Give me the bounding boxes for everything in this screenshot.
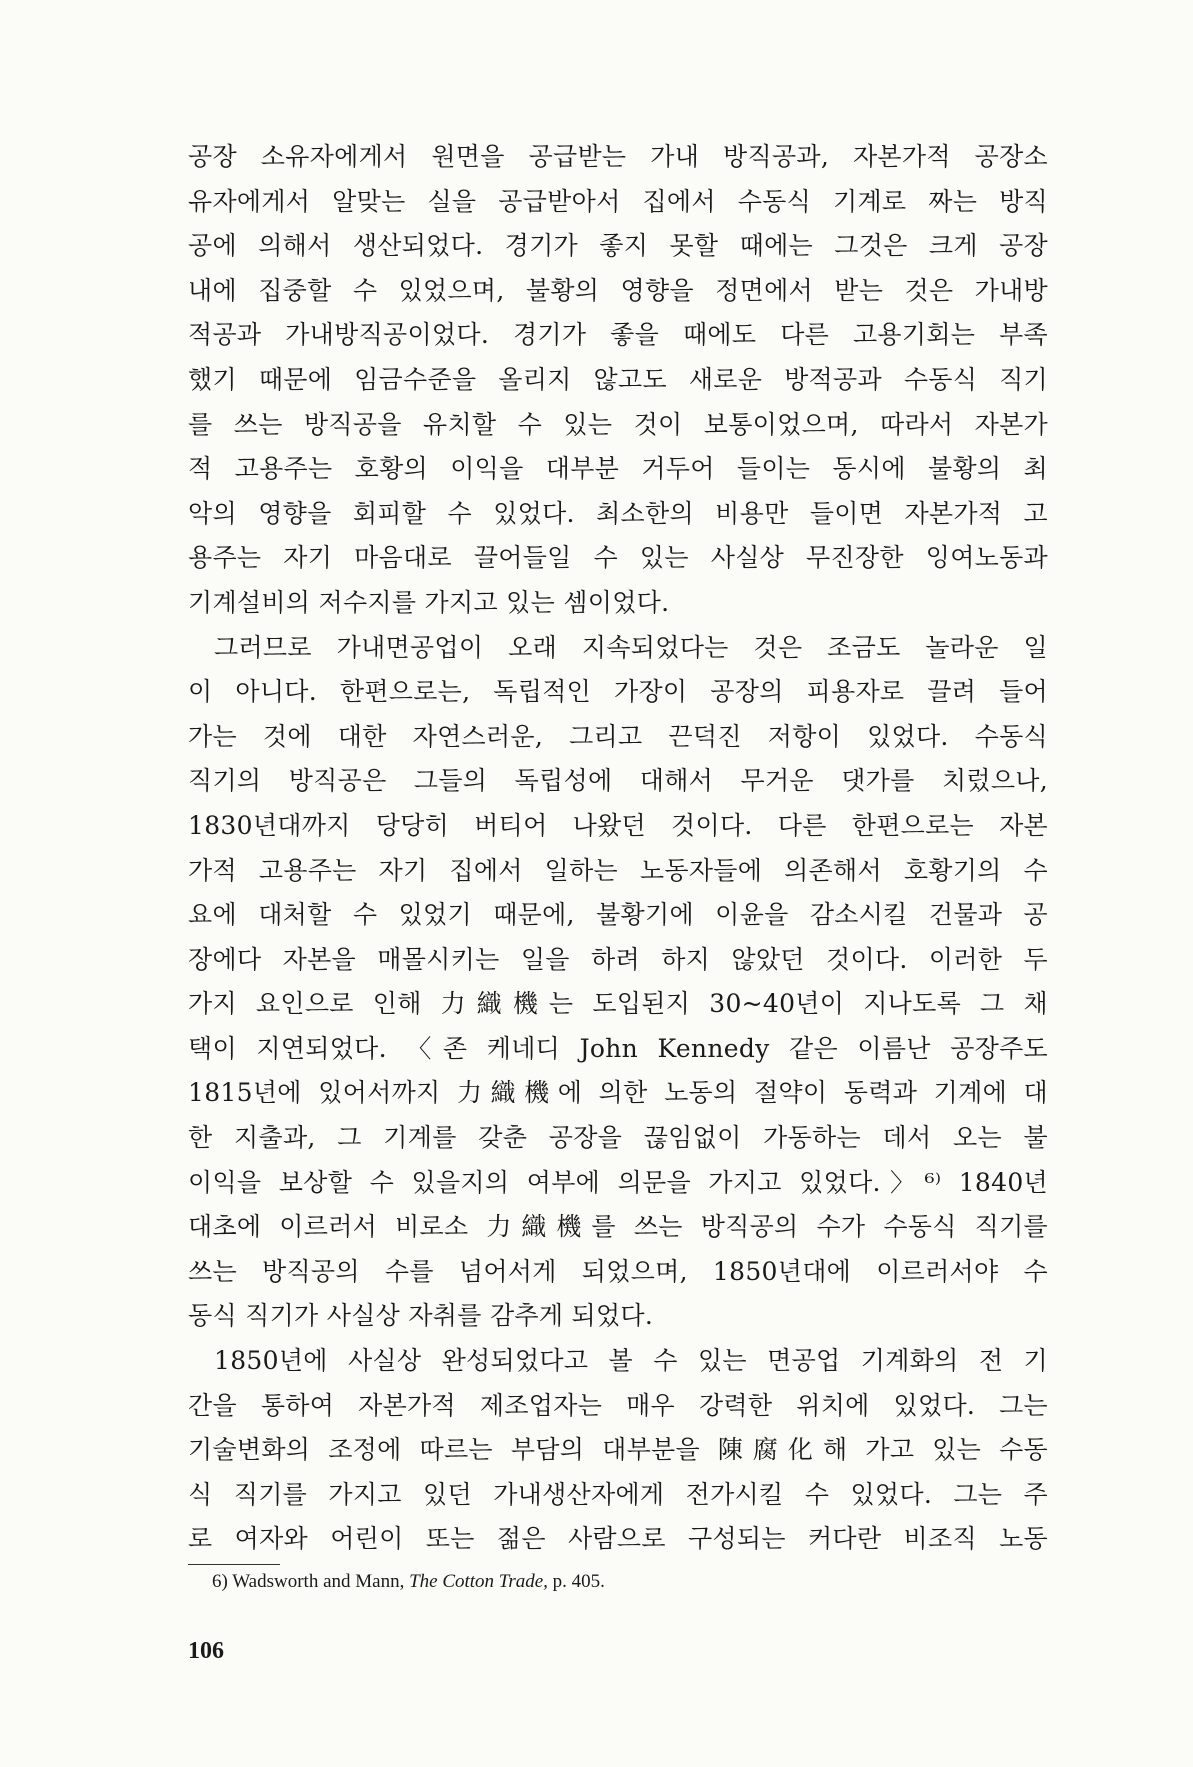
text-line: 1830년대까지 당당히 버티어 나왔던 것이다. 다른 한편으로는 자본 xyxy=(188,810,1048,840)
text-line: 한 지출과, 그 기계를 갖춘 공장을 끊임없이 가동하는 데서 오는 불 xyxy=(188,1123,1048,1153)
text-line: 내에 집중할 수 있었으며, 불황의 영향을 정면에서 받는 것은 가내방 xyxy=(188,275,1048,305)
text-line: 악의 영향을 회피할 수 있었다. 최소한의 비용만 들이면 자본가적 고 xyxy=(188,498,1048,528)
text-line: 유자에게서 알맞는 실을 공급받아서 집에서 수동식 기계로 짜는 방직 xyxy=(188,186,1048,216)
text-line: 간을 통하여 자본가적 제조업자는 매우 강력한 위치에 있었다. 그는 xyxy=(188,1390,1048,1420)
text-line: 용주는 자기 마음대로 끌어들일 수 있는 사실상 무진장한 잉여노동과 xyxy=(188,543,1048,573)
text-line: 가적 고용주는 자기 집에서 일하는 노동자들에 의존해서 호황기의 수 xyxy=(188,855,1048,885)
text-line: 식 직기를 가지고 있던 가내생산자에게 전가시킬 수 있었다. 그는 주 xyxy=(188,1479,1048,1509)
text-line: 했기 때문에 임금수준을 올리지 않고도 새로운 방적공과 수동식 직기 xyxy=(188,364,1048,394)
text-line: 공에 의해서 생산되었다. 경기가 좋지 못할 때에는 그것은 크게 공장 xyxy=(188,231,1048,261)
footnote-number: 6) xyxy=(212,1571,228,1592)
text-line: 적공과 가내방직공이었다. 경기가 좋을 때에도 다른 고용기회는 부족 xyxy=(188,320,1048,350)
text-line: 이 아니다. 한편으로는, 독립적인 가장이 공장의 피용자로 끌려 들어 xyxy=(188,677,1048,707)
footnote-divider xyxy=(188,1564,280,1565)
text-line: 장에다 자본을 매몰시키는 일을 하려 하지 않았던 것이다. 이러한 두 xyxy=(188,944,1048,974)
footnote-title: The Cotton Trade, xyxy=(409,1571,548,1592)
paragraph-start-line: 그러므로 가내면공업이 오래 지속되었다는 것은 조금도 놀라운 일 xyxy=(214,632,1048,662)
text-line: 직기의 방직공은 그들의 독립성에 대해서 무거운 댓가를 치렀으나, xyxy=(188,766,1048,796)
text-line: 기계설비의 저수지를 가지고 있는 셈이었다. xyxy=(188,587,670,617)
paragraph-start-line: 1850년에 사실상 완성되었다고 볼 수 있는 면공업 기계화의 전 기 xyxy=(214,1346,1048,1376)
text-line: 를 쓰는 방직공을 유치할 수 있는 것이 보통이었으며, 따라서 자본가 xyxy=(188,409,1048,439)
text-line: 공장 소유자에게서 원면을 공급받는 가내 방직공과, 자본가적 공장소 xyxy=(188,142,1048,171)
text-line: 기술변화의 조정에 따르는 부담의 대부분을 陳腐化해 가고 있는 수동 xyxy=(188,1435,1048,1465)
body-text xyxy=(188,135,1048,1562)
text-line: 로 여자와 어린이 또는 젊은 사람으로 구성되는 커다란 비조직 노동 xyxy=(188,1524,1048,1554)
text-line: 대초에 이르러서 비로소 力織機를 쓰는 방직공의 수가 수동식 직기를 xyxy=(188,1212,1048,1242)
text-line: 가지 요인으로 인해 力織機는 도입된지 30~40년이 지나도록 그 채 xyxy=(188,989,1048,1019)
footnote xyxy=(212,1571,605,1593)
footnote-page: p. 405. xyxy=(552,1571,605,1592)
text-line: 가는 것에 대한 자연스러운, 그리고 끈덕진 저항이 있었다. 수동식 xyxy=(188,721,1048,751)
text-line: 1815년에 있어서까지 力織機에 의한 노동의 절약이 동력과 기계에 대 xyxy=(188,1078,1048,1108)
footnote-authors: Wadsworth and Mann, xyxy=(232,1571,405,1592)
text-line: 택이 지연되었다. 〈존 케네디 John Kennedy 같은 이름난 공장주도 xyxy=(188,1033,1048,1063)
text-line: 쓰는 방직공의 수를 넘어서게 되었으며, 1850년대에 이르러서야 수 xyxy=(188,1256,1048,1286)
text-line: 요에 대처할 수 있었기 때문에, 불황기에 이윤을 감소시킬 건물과 공 xyxy=(188,900,1048,930)
page-number: 106 xyxy=(188,1638,224,1664)
text-line: 동식 직기가 사실상 자취를 감추게 되었다. xyxy=(188,1301,654,1331)
text-line: 이익을 보상할 수 있을지의 여부에 의문을 가지고 있었다.〉⁶⁾ 1840년 xyxy=(188,1167,1048,1197)
text-line: 적 고용주는 호황의 이익을 대부분 거두어 들이는 동시에 불황의 최 xyxy=(188,454,1048,484)
